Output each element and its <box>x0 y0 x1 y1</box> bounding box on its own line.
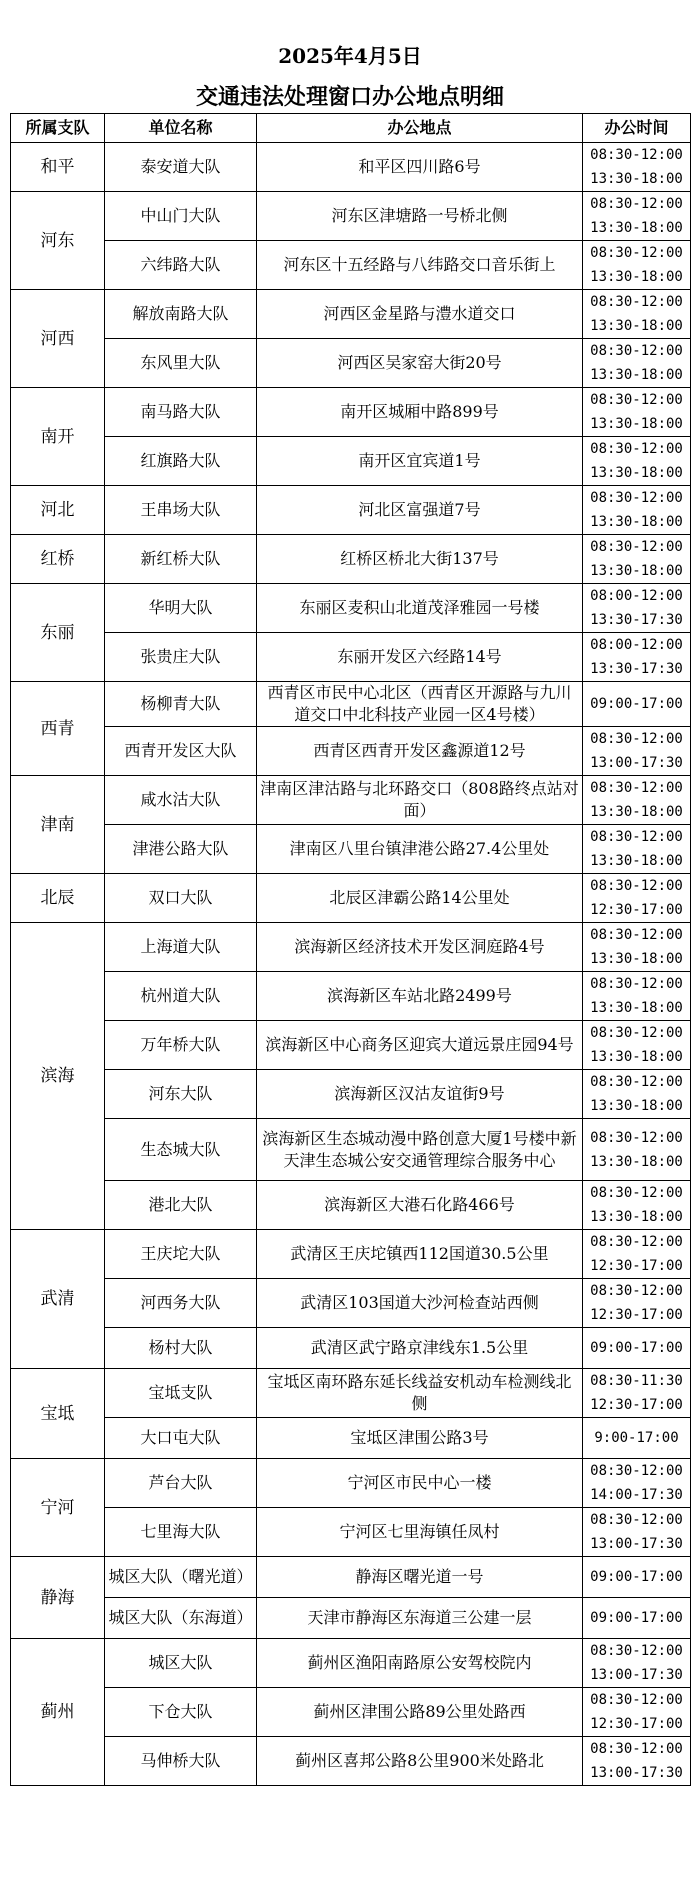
table-row <box>11 143 691 192</box>
unit-name-cell: 马伸桥大队 <box>105 1737 257 1786</box>
address-cell: 西青区西青开发区鑫源道12号 <box>257 727 583 776</box>
branch-cell: 南开 <box>11 388 105 486</box>
table-body <box>11 143 691 1786</box>
unit-name-cell: 杭州道大队 <box>105 972 257 1021</box>
unit-name-cell: 城区大队 <box>105 1639 257 1688</box>
office-hours-line: 08:00-12:00 <box>590 588 683 604</box>
office-hours-line: 08:30-12:00 <box>590 1025 683 1041</box>
office-hours-line: 13:30-17:30 <box>590 612 683 628</box>
office-hours-line: 08:30-12:00 <box>590 1463 683 1479</box>
address-cell: 武清区武宁路京津线东1.5公里 <box>257 1328 583 1369</box>
address-cell: 河东区十五经路与八纬路交口音乐街上 <box>257 241 583 290</box>
office-hours-line: 13:00-17:30 <box>590 1536 683 1552</box>
branch-cell: 西青 <box>11 682 105 776</box>
unit-name-cell: 杨村大队 <box>105 1328 257 1369</box>
office-hours-line: 13:30-17:30 <box>590 661 683 677</box>
table-row <box>11 1459 691 1508</box>
office-hours-line: 09:00-17:00 <box>590 1569 683 1585</box>
unit-name-cell: 大口屯大队 <box>105 1418 257 1459</box>
address-cell: 宁河区市民中心一楼 <box>257 1459 583 1508</box>
office-hours-line: 13:30-18:00 <box>590 465 683 481</box>
header-address: 办公地点 <box>257 114 583 143</box>
address-cell: 宝坻区南环路东延长线益安机动车检测线北侧 <box>257 1369 583 1418</box>
office-hours-cell <box>583 682 691 727</box>
address-cell: 宁河区七里海镇任凤村 <box>257 1508 583 1557</box>
office-hours-line: 08:30-12:00 <box>590 441 683 457</box>
office-hours-cell <box>583 1070 691 1119</box>
branch-cell: 河北 <box>11 486 105 535</box>
unit-name-cell: 六纬路大队 <box>105 241 257 290</box>
table-row <box>11 290 691 339</box>
office-hours-line: 08:30-12:00 <box>590 490 683 506</box>
office-hours-line: 08:30-12:00 <box>590 780 683 796</box>
address-cell: 河西区金星路与澧水道交口 <box>257 290 583 339</box>
unit-name-cell: 泰安道大队 <box>105 143 257 192</box>
office-hours-line: 13:30-18:00 <box>590 1209 683 1225</box>
office-hours-cell <box>583 1369 691 1418</box>
unit-name-cell: 咸水沽大队 <box>105 776 257 825</box>
office-hours-line: 13:30-18:00 <box>590 514 683 530</box>
unit-name-cell: 宝坻支队 <box>105 1369 257 1418</box>
office-hours-line: 13:30-18:00 <box>590 1098 683 1114</box>
office-hours-line: 08:30-12:00 <box>590 1185 683 1201</box>
office-hours-cell <box>583 874 691 923</box>
office-hours-line: 08:30-12:00 <box>590 294 683 310</box>
office-hours-line: 09:00-17:00 <box>590 1610 683 1626</box>
branch-cell: 和平 <box>11 143 105 192</box>
office-hours-line: 12:30-17:00 <box>590 1307 683 1323</box>
branch-cell: 宝坻 <box>11 1369 105 1459</box>
unit-name-cell: 城区大队（东海道） <box>105 1598 257 1639</box>
office-hours-line: 14:00-17:30 <box>590 1487 683 1503</box>
office-hours-line: 08:30-12:00 <box>590 829 683 845</box>
office-hours-line: 13:30-18:00 <box>590 416 683 432</box>
address-cell: 东丽区麦积山北道茂泽雅园一号楼 <box>257 584 583 633</box>
table-row <box>11 192 691 241</box>
table-row <box>11 388 691 437</box>
table-row <box>11 1557 691 1598</box>
office-hours-line: 12:30-17:00 <box>590 1397 683 1413</box>
office-hours-cell <box>583 535 691 584</box>
table-row <box>11 1279 691 1328</box>
address-cell: 滨海新区大港石化路466号 <box>257 1181 583 1230</box>
office-hours-line: 08:30-12:00 <box>590 196 683 212</box>
table-row <box>11 972 691 1021</box>
office-hours-line: 9:00-17:00 <box>594 1430 679 1446</box>
office-hours-line: 08:30-12:00 <box>590 245 683 261</box>
address-cell: 津南区津沽路与北环路交口（808路终点站对面） <box>257 776 583 825</box>
table-row <box>11 1230 691 1279</box>
branch-cell: 静海 <box>11 1557 105 1639</box>
office-hours-cell <box>583 290 691 339</box>
table-row <box>11 825 691 874</box>
unit-name-cell: 华明大队 <box>105 584 257 633</box>
address-cell: 蓟州区津围公路89公里处路西 <box>257 1688 583 1737</box>
office-hours-line: 13:30-18:00 <box>590 1000 683 1016</box>
address-cell: 天津市静海区东海道三公建一层 <box>257 1598 583 1639</box>
table-row <box>11 486 691 535</box>
unit-name-cell: 新红桥大队 <box>105 535 257 584</box>
branch-cell: 河西 <box>11 290 105 388</box>
table-row <box>11 241 691 290</box>
address-cell: 南开区城厢中路899号 <box>257 388 583 437</box>
office-hours-cell <box>583 1230 691 1279</box>
office-hours-cell <box>583 1418 691 1459</box>
branch-cell: 河东 <box>11 192 105 290</box>
unit-name-cell: 七里海大队 <box>105 1508 257 1557</box>
office-hours-line: 13:30-18:00 <box>590 804 683 820</box>
unit-name-cell: 双口大队 <box>105 874 257 923</box>
office-hours-cell <box>583 1508 691 1557</box>
office-hours-line: 08:30-12:00 <box>590 976 683 992</box>
address-cell: 和平区四川路6号 <box>257 143 583 192</box>
unit-name-cell: 王庆坨大队 <box>105 1230 257 1279</box>
address-cell: 北辰区津霸公路14公里处 <box>257 874 583 923</box>
office-hours-line: 08:30-12:00 <box>590 392 683 408</box>
office-hours-cell <box>583 1598 691 1639</box>
document-date: 2025年4月5日 <box>278 44 422 68</box>
address-cell: 滨海新区生态城动漫中路创意大厦1号楼中新天津生态城公安交通管理综合服务中心 <box>257 1119 583 1181</box>
table-row <box>11 1369 691 1418</box>
office-hours-line: 08:30-12:00 <box>590 1692 683 1708</box>
office-hours-line: 09:00-17:00 <box>590 1340 683 1356</box>
address-cell: 南开区宜宾道1号 <box>257 437 583 486</box>
table-row <box>11 1737 691 1786</box>
table-row <box>11 1328 691 1369</box>
table-row <box>11 1070 691 1119</box>
table-row <box>11 1688 691 1737</box>
table-row <box>11 1598 691 1639</box>
office-hours-line: 08:30-12:00 <box>590 1741 683 1757</box>
office-hours-line: 08:30-12:00 <box>590 878 683 894</box>
office-hours-line: 13:00-17:30 <box>590 1667 683 1683</box>
unit-name-cell: 城区大队（曙光道） <box>105 1557 257 1598</box>
table-row <box>11 727 691 776</box>
office-hours-cell <box>583 143 691 192</box>
office-table <box>10 113 691 1786</box>
table-row <box>11 1418 691 1459</box>
office-hours-line: 08:30-12:00 <box>590 731 683 747</box>
unit-name-cell: 西青开发区大队 <box>105 727 257 776</box>
unit-name-cell: 港北大队 <box>105 1181 257 1230</box>
office-hours-line: 13:30-18:00 <box>590 1049 683 1065</box>
address-cell: 西青区市民中心北区（西青区开源路与九川道交口中北科技产业园一区4号楼） <box>257 682 583 727</box>
office-hours-line: 08:30-12:00 <box>590 1074 683 1090</box>
office-hours-line: 13:30-18:00 <box>590 269 683 285</box>
header-unit-name: 单位名称 <box>105 114 257 143</box>
unit-name-cell: 南马路大队 <box>105 388 257 437</box>
office-hours-line: 08:30-12:00 <box>590 1234 683 1250</box>
office-hours-line: 13:30-18:00 <box>590 171 683 187</box>
office-hours-cell <box>583 1328 691 1369</box>
office-hours-cell <box>583 633 691 682</box>
office-hours-line: 13:30-18:00 <box>590 1153 683 1170</box>
address-cell: 静海区曙光道一号 <box>257 1557 583 1598</box>
address-cell: 武清区103国道大沙河检查站西侧 <box>257 1279 583 1328</box>
address-cell: 东丽开发区六经路14号 <box>257 633 583 682</box>
office-hours-cell <box>583 486 691 535</box>
office-hours-cell <box>583 1639 691 1688</box>
office-hours-cell <box>583 1459 691 1508</box>
office-hours-cell <box>583 1181 691 1230</box>
branch-cell: 津南 <box>11 776 105 874</box>
office-hours-cell <box>583 1119 691 1181</box>
unit-name-cell: 津港公路大队 <box>105 825 257 874</box>
office-hours-cell <box>583 776 691 825</box>
office-hours-cell <box>583 825 691 874</box>
address-cell: 河北区富强道7号 <box>257 486 583 535</box>
unit-name-cell: 河西务大队 <box>105 1279 257 1328</box>
address-cell: 滨海新区车站北路2499号 <box>257 972 583 1021</box>
office-hours-line: 08:30-12:00 <box>590 147 683 163</box>
table-row <box>11 339 691 388</box>
office-hours-line: 13:30-18:00 <box>590 563 683 579</box>
unit-name-cell: 解放南路大队 <box>105 290 257 339</box>
address-cell: 蓟州区渔阳南路原公安驾校院内 <box>257 1639 583 1688</box>
office-hours-line: 13:30-18:00 <box>590 318 683 334</box>
unit-name-cell: 东风里大队 <box>105 339 257 388</box>
unit-name-cell: 杨柳青大队 <box>105 682 257 727</box>
branch-cell: 滨海 <box>11 923 105 1230</box>
address-cell: 蓟州区喜邦公路8公里900米处路北 <box>257 1737 583 1786</box>
office-hours-cell <box>583 727 691 776</box>
table-row <box>11 1181 691 1230</box>
branch-cell: 北辰 <box>11 874 105 923</box>
branch-cell: 东丽 <box>11 584 105 682</box>
unit-name-cell: 下仓大队 <box>105 1688 257 1737</box>
branch-cell: 红桥 <box>11 535 105 584</box>
unit-name-cell: 张贵庄大队 <box>105 633 257 682</box>
office-hours-cell <box>583 437 691 486</box>
unit-name-cell: 生态城大队 <box>105 1119 257 1181</box>
office-hours-line: 08:30-12:00 <box>590 1129 683 1146</box>
branch-cell: 武清 <box>11 1230 105 1369</box>
office-hours-line: 08:30-12:00 <box>590 1283 683 1299</box>
table-row <box>11 874 691 923</box>
office-hours-cell <box>583 192 691 241</box>
table-row <box>11 633 691 682</box>
office-hours-cell <box>583 339 691 388</box>
table-row <box>11 1021 691 1070</box>
office-hours-cell <box>583 1737 691 1786</box>
table-row <box>11 584 691 633</box>
header-branch: 所属支队 <box>11 114 105 143</box>
office-hours-cell <box>583 1021 691 1070</box>
office-hours-line: 13:00-17:30 <box>590 755 683 771</box>
office-hours-line: 08:30-12:00 <box>590 927 683 943</box>
office-hours-line: 08:30-12:00 <box>590 1512 683 1528</box>
document-title: 交通违法处理窗口办公地点明细 <box>195 84 504 110</box>
office-hours-line: 08:30-12:00 <box>590 539 683 555</box>
table-row <box>11 776 691 825</box>
office-hours-line: 12:30-17:00 <box>590 1716 683 1732</box>
office-hours-line: 08:30-11:30 <box>590 1373 683 1389</box>
office-hours-line: 08:00-12:00 <box>590 637 683 653</box>
office-hours-cell <box>583 972 691 1021</box>
office-hours-line: 13:30-18:00 <box>590 367 683 383</box>
office-hours-line: 12:30-17:00 <box>590 902 683 918</box>
unit-name-cell: 中山门大队 <box>105 192 257 241</box>
office-hours-cell <box>583 388 691 437</box>
office-hours-line: 08:30-12:00 <box>590 343 683 359</box>
office-hours-line: 08:30-12:00 <box>590 1643 683 1659</box>
table-row <box>11 1639 691 1688</box>
branch-cell: 蓟州 <box>11 1639 105 1786</box>
table-row <box>11 682 691 727</box>
office-hours-cell <box>583 584 691 633</box>
unit-name-cell: 王串场大队 <box>105 486 257 535</box>
table-header-row <box>11 114 691 143</box>
office-hours-cell <box>583 1279 691 1328</box>
table-row <box>11 1119 691 1181</box>
table-row <box>11 1508 691 1557</box>
address-cell: 津南区八里台镇津港公路27.4公里处 <box>257 825 583 874</box>
unit-name-cell: 上海道大队 <box>105 923 257 972</box>
office-hours-line: 13:30-18:00 <box>590 220 683 236</box>
table-row <box>11 535 691 584</box>
address-cell: 滨海新区中心商务区迎宾大道远景庄园94号 <box>257 1021 583 1070</box>
office-hours-line: 13:00-17:30 <box>590 1765 683 1781</box>
header-office-hours: 办公时间 <box>583 114 691 143</box>
office-hours-cell <box>583 923 691 972</box>
office-hours-line: 13:30-18:00 <box>590 951 683 967</box>
table-row <box>11 437 691 486</box>
address-cell: 宝坻区津围公路3号 <box>257 1418 583 1459</box>
address-cell: 滨海新区汉沽友谊街9号 <box>257 1070 583 1119</box>
unit-name-cell: 红旗路大队 <box>105 437 257 486</box>
address-cell: 武清区王庆坨镇西112国道30.5公里 <box>257 1230 583 1279</box>
address-cell: 滨海新区经济技术开发区洞庭路4号 <box>257 923 583 972</box>
office-hours-cell <box>583 241 691 290</box>
address-cell: 红桥区桥北大街137号 <box>257 535 583 584</box>
table-row <box>11 923 691 972</box>
address-cell: 河东区津塘路一号桥北侧 <box>257 192 583 241</box>
branch-cell: 宁河 <box>11 1459 105 1557</box>
address-cell: 河西区吴家窑大街20号 <box>257 339 583 388</box>
unit-name-cell: 万年桥大队 <box>105 1021 257 1070</box>
office-hours-line: 09:00-17:00 <box>590 696 683 712</box>
office-hours-cell <box>583 1557 691 1598</box>
unit-name-cell: 河东大队 <box>105 1070 257 1119</box>
office-hours-cell <box>583 1688 691 1737</box>
unit-name-cell: 芦台大队 <box>105 1459 257 1508</box>
office-hours-line: 13:30-18:00 <box>590 853 683 869</box>
office-hours-line: 12:30-17:00 <box>590 1258 683 1274</box>
